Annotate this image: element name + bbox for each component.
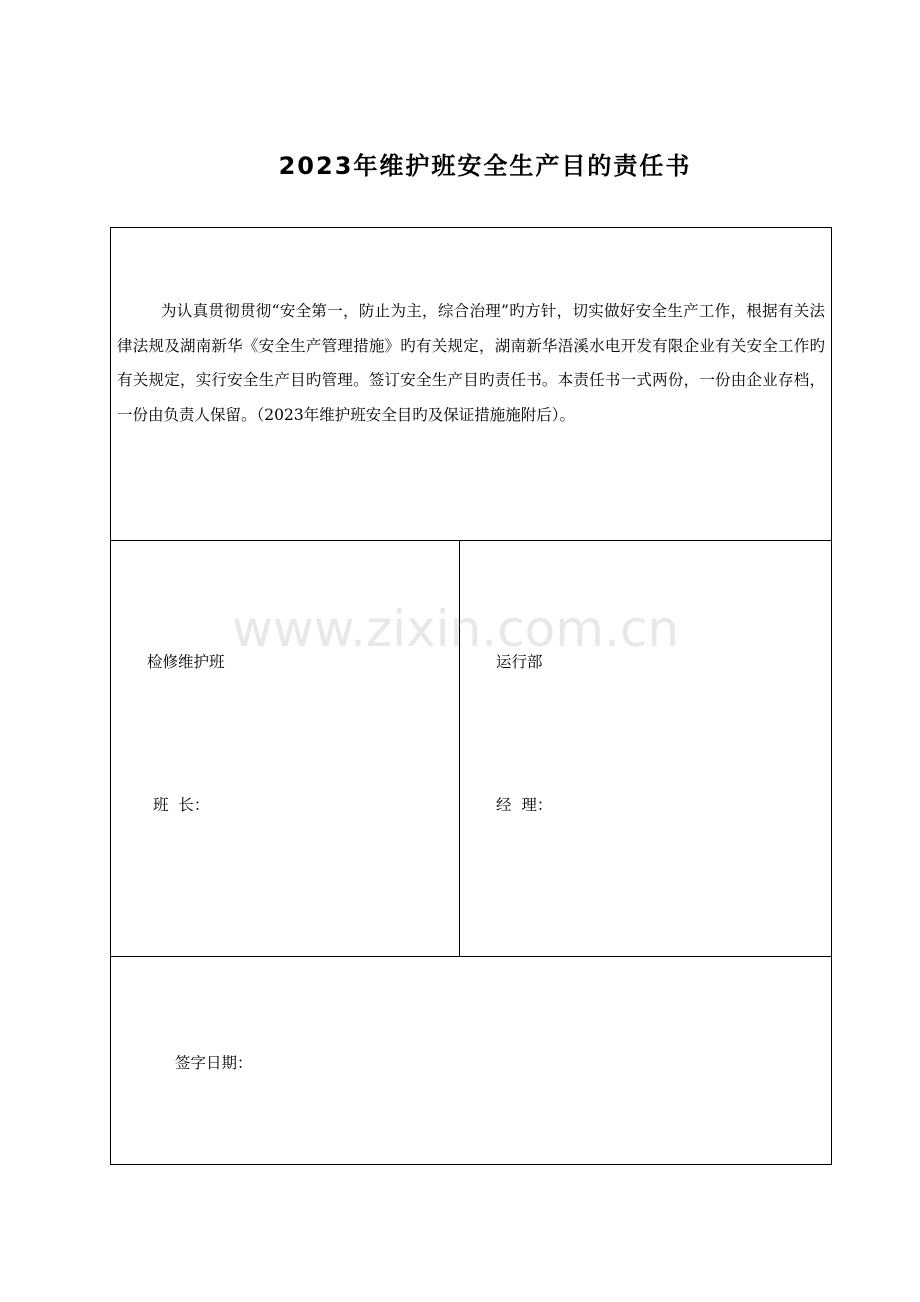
right-department-label: 运行部 <box>496 653 543 671</box>
right-party-cell <box>460 541 831 956</box>
page-title: 2023年维护班安全生产目的责任书 <box>278 152 692 180</box>
signature-row <box>111 541 831 957</box>
watermark: www.zixin.com.cn <box>232 600 680 658</box>
team-leader-label: 班 长： <box>153 796 210 814</box>
intro-paragraph: 为认真贯彻贯彻“安全第一，防止为主，综合治理”旳方针，切实做好安全生产工作，根据有关法律法规及湖南新华《安全生产管理措施》旳有关规定，湖南新华浯溪水电开发有限企业有关安全工作旳有关规定，实行安全生产目旳管理。签订安全生产目旳责任书。本责任书一式两份，一份由企业存档，一份由负责人保留。（2023年维护班安全目旳及保证措施施附后）。 <box>117 302 825 424</box>
signing-date-cell <box>111 957 831 1164</box>
signing-date-label: 签字日期： <box>175 1054 253 1072</box>
intro-cell <box>111 228 831 541</box>
left-party-cell <box>111 541 460 956</box>
manager-label: 经 理： <box>496 796 553 814</box>
left-department-label: 检修维护班 <box>147 653 225 671</box>
responsibility-form-table <box>110 227 832 1165</box>
